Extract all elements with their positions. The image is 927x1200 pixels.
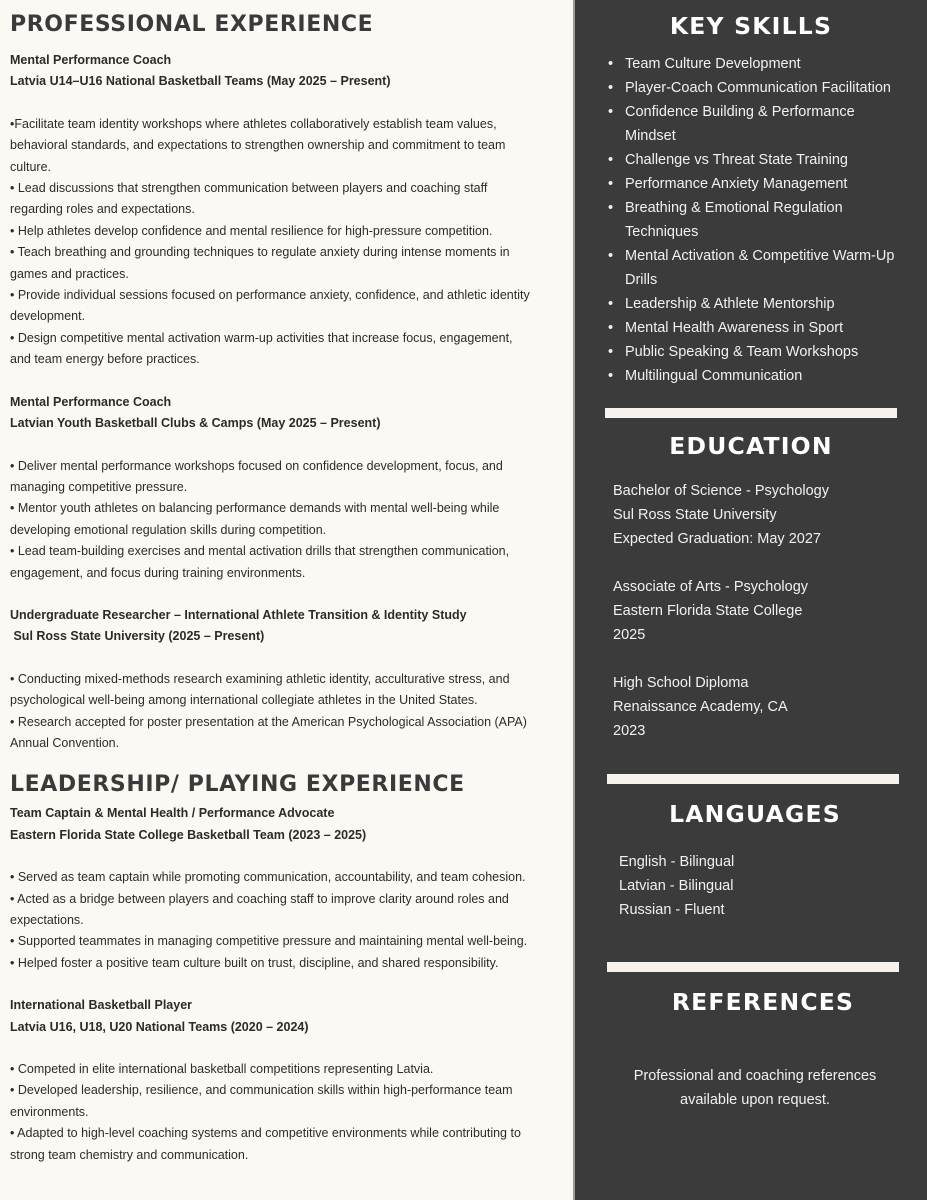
bullet-line: • Conducting mixed-methods research examining athletic identity, acculturative stress, and [10, 671, 510, 686]
skill-label: Mental Health Awareness in Sport [625, 320, 844, 336]
bullet-line: • Research accepted for poster presentation at the American Psychological Association (APA) [10, 714, 527, 729]
skill-label: Challenge vs Threat State Training [625, 152, 849, 168]
bullet-line: • Served as team captain while promoting communication, accountability, and team cohesion. [10, 870, 526, 885]
leadership-experience-heading: LEADERSHIP/ PLAYING EXPERIENCE [10, 772, 465, 798]
job-3 [10, 605, 573, 754]
bullet-line: managing competitive pressure. [10, 479, 188, 494]
bullet-line: • Competed in elite international basketball competitions representing Latvia. [10, 1062, 434, 1077]
bullet-line: • Adapted to high-level coaching systems and competitive environments while contributing to [10, 1126, 521, 1141]
skill-item [608, 100, 907, 148]
leadership-1 [10, 803, 573, 974]
education-line: Sul Ross State University [613, 507, 777, 523]
bullet-line: • Developed leadership, resilience, and communication skills within high-performance team [10, 1083, 513, 1098]
job-organization: Sul Ross State University (2025 – Present) [10, 629, 265, 644]
skill-label: Mental Activation & Competitive Warm-Up Drills [625, 248, 895, 288]
bullet-line: • Lead team-building exercises and mental activation drills that strengthen communication, [10, 544, 510, 559]
bullet-icon: • [608, 104, 614, 120]
job-bullets [10, 867, 573, 974]
bullet-line: developing emotional regulation skills during competition. [10, 522, 327, 537]
language-item: Russian - Fluent [619, 902, 725, 918]
skill-item [608, 340, 907, 364]
education-line: High School Diploma [613, 675, 749, 691]
education-line: Renaissance Academy, CA [613, 699, 788, 715]
skill-label: Player-Coach Communication Facilitation [625, 80, 891, 96]
education-entry [613, 575, 829, 647]
skills-list [575, 52, 907, 388]
skill-item [608, 76, 907, 100]
bullet-line: • Helped foster a positive team culture built on trust, discipline, and shared responsibility. [10, 955, 499, 970]
bullet-icon: • [608, 152, 614, 168]
job-title: Mental Performance Coach [10, 53, 172, 67]
language-item: Latvian - Bilingual [619, 878, 734, 894]
bullet-line: games and practices. [10, 266, 129, 281]
bullet-line: behavioral standards, and expectations to strengthen ownership and commitment to team [10, 138, 506, 153]
section-divider-bar [605, 408, 897, 418]
bullet-line: • Supported teammates in managing competitive pressure and maintaining mental well-being. [10, 934, 528, 949]
bullet-icon: • [608, 200, 614, 216]
languages-heading: LANGUAGES [669, 800, 841, 828]
job-bullets [10, 1059, 573, 1166]
bullet-line: psychological well-being among international collegiate athletes in the United States. [10, 693, 478, 708]
references-text [579, 1064, 927, 1112]
bullet-icon: • [608, 368, 614, 384]
professional-experience-heading: PROFESSIONAL EXPERIENCE [10, 12, 374, 37]
bullet-line: culture. [10, 159, 51, 174]
education-line: 2023 [613, 723, 646, 739]
bullet-line: environments. [10, 1104, 89, 1119]
job-organization: Latvian Youth Basketball Clubs & Camps (May 2025 – Present) [10, 416, 381, 431]
bullet-line: • Design competitive mental activation warm-up activities that increase focus, engagement, [10, 330, 513, 345]
skill-item [608, 316, 907, 340]
bullet-line: expectations. [10, 913, 84, 927]
education-line: Eastern Florida State College [613, 603, 803, 619]
education-entry [613, 479, 829, 551]
job-bullets [10, 114, 573, 371]
skill-label: Performance Anxiety Management [625, 176, 848, 192]
section-divider-bar [607, 774, 899, 784]
skill-label: Public Speaking & Team Workshops [625, 344, 859, 360]
education-line: Expected Graduation: May 2027 [613, 531, 821, 547]
skill-label: Leadership & Athlete Mentorship [625, 296, 835, 312]
references-line: Professional and coaching references [633, 1068, 877, 1084]
skill-item [608, 292, 907, 316]
bullet-line: and team energy before practices. [10, 352, 200, 367]
education-line: Associate of Arts - Psychology [613, 579, 809, 595]
bullet-line: regarding roles and expectations. [10, 202, 195, 217]
bullet-line: • Lead discussions that strengthen communication between players and coaching staff [10, 181, 488, 196]
languages-list [619, 850, 734, 922]
bullet-icon: • [608, 80, 614, 96]
bullet-line: • Help athletes develop confidence and mental resilience for high-pressure competition. [10, 223, 493, 238]
bullet-icon: • [608, 176, 614, 192]
education-line: 2025 [613, 627, 646, 643]
skill-item [608, 52, 907, 76]
bullet-line: • Acted as a bridge between players and coaching staff to improve clarity around roles and [10, 891, 509, 906]
job-bullets [10, 456, 573, 584]
skill-label: Confidence Building & Performance Mindset [625, 104, 855, 144]
skill-label: Breathing & Emotional Regulation Techniques [625, 200, 843, 240]
job-title: Team Captain & Mental Health / Performance Advocate [10, 806, 335, 821]
bullet-icon: • [608, 56, 614, 72]
skill-item [608, 196, 907, 244]
job-1 [10, 50, 573, 371]
bullet-line: engagement, and focus during training environments. [10, 565, 306, 580]
bullet-line: •Facilitate team identity workshops where athletes collaboratively establish team values, [10, 116, 497, 131]
skill-label: Multilingual Communication [625, 368, 803, 384]
leadership-2 [10, 995, 573, 1166]
section-divider-bar [607, 962, 899, 972]
job-2 [10, 392, 573, 584]
bullet-line: • Deliver mental performance workshops focused on confidence development, focus, and [10, 458, 503, 473]
job-organization: Latvia U14–U16 National Basketball Teams (May 2025 – Present) [10, 74, 391, 89]
references-heading: REFERENCES [671, 988, 855, 1016]
skill-item [608, 148, 907, 172]
bullet-line: Annual Convention. [10, 735, 120, 750]
job-title: Undergraduate Researcher – International Athlete Transition & Identity Study [10, 607, 467, 622]
skill-item [608, 172, 907, 196]
skill-item [608, 364, 907, 388]
bullet-icon: • [608, 248, 614, 264]
job-title: Mental Performance Coach [10, 394, 172, 409]
education-line: Bachelor of Science - Psychology [613, 483, 829, 499]
job-organization: Latvia U16, U18, U20 National Teams (2020 – 2024) [10, 1019, 309, 1034]
bullet-line: strong team chemistry and communication. [10, 1147, 249, 1162]
key-skills-heading: KEY SKILLS [669, 12, 833, 40]
bullet-line: development. [10, 309, 86, 324]
references-line: available upon request. [680, 1092, 830, 1108]
bullet-line: • Provide individual sessions focused on performance anxiety, confidence, and athletic identity [10, 288, 530, 303]
bullet-icon: • [608, 320, 614, 336]
education-heading: EDUCATION [669, 432, 833, 460]
skill-label: Team Culture Development [625, 56, 801, 72]
skill-item [608, 244, 907, 292]
sidebar-column [575, 0, 927, 1200]
education-entry [613, 671, 829, 743]
job-bullets [10, 669, 573, 755]
language-item: English - Bilingual [619, 854, 735, 870]
bullet-icon: • [608, 296, 614, 312]
bullet-icon: • [608, 344, 614, 360]
bullet-line: • Mentor youth athletes on balancing performance demands with mental well-being while [10, 501, 500, 516]
job-title: International Basketball Player [10, 998, 193, 1013]
job-organization: Eastern Florida State College Basketball Team (2023 – 2025) [10, 827, 367, 842]
bullet-line: • Teach breathing and grounding techniques to regulate anxiety during intense moments in [10, 245, 510, 260]
education-list [613, 479, 829, 743]
